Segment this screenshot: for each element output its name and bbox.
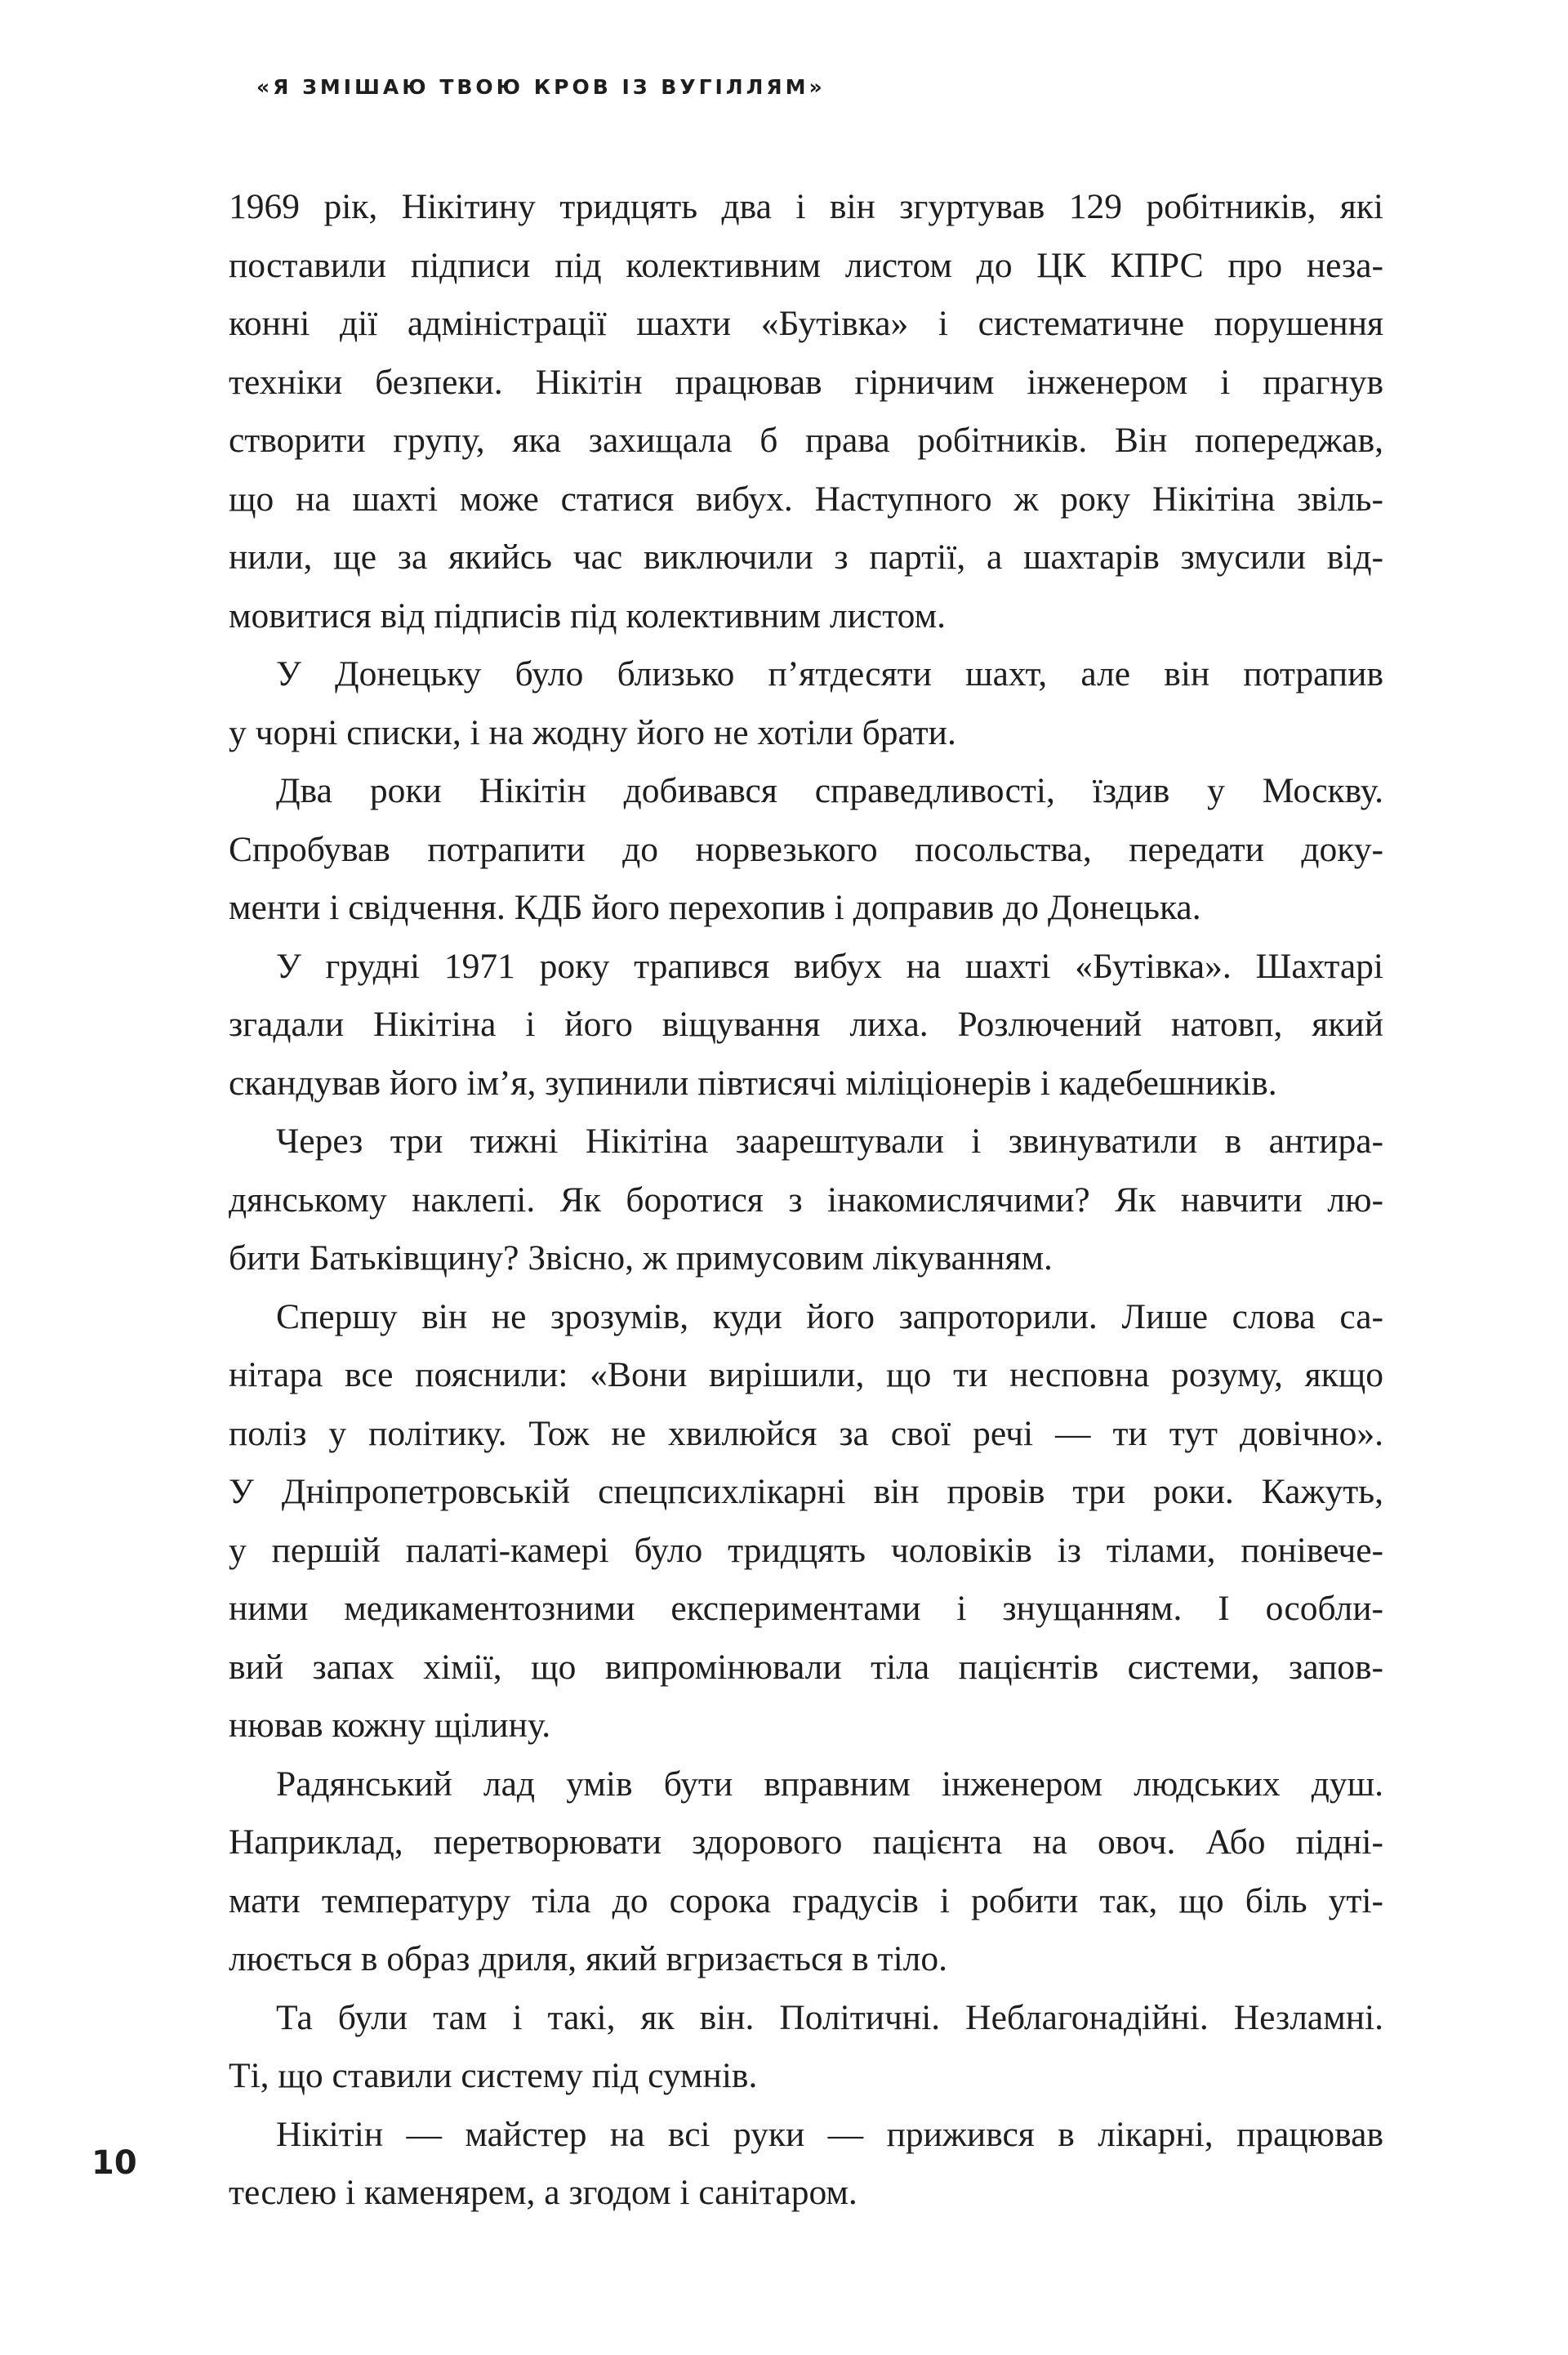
paragraph [229,762,1383,938]
text-line: мовитися від підписів під колективним листом. [229,595,946,636]
text-line: Два роки Нікітін добивався справедливості, їздив у Москву. [276,771,1383,810]
text-line: ними медикаментозними експериментами і знущанням. І особли- [229,1589,1383,1628]
paragraph [229,1113,1383,1288]
paragraph [229,178,1383,645]
page-number: 10 [91,2144,137,2182]
paragraph [229,1288,1383,1755]
text-line: У Дніпропетровській спецпсихлікарні він провів три роки. Кажуть, [229,1472,1383,1511]
text-line: люється в образ дриля, який вгризається в тіло. [229,1939,947,1978]
text-line: у першій палаті-камері було тридцять чоловіків із тілами, понівече- [229,1530,1383,1570]
paragraph [229,938,1383,1113]
text-line: бити Батьківщину? Звісно, ж примусовим лікуванням. [229,1238,1053,1278]
text-line: мати температуру тіла до сорока градусів і робити так, що біль уті- [229,1880,1383,1920]
text-line: Нікітін — майстер на всі руки — прижився в лікарні, працював [276,2114,1383,2154]
text-line: вий запах хімії, що випромінювали тіла пацієнтів системи, запов- [229,1647,1383,1687]
text-line: техніки безпеки. Нікітін працював гірничим інженером і прагнув [229,362,1383,402]
text-line: У грудні 1971 року трапився вибух на шахті «Бутівка». Шахтарі [276,946,1383,986]
paragraph [229,645,1383,762]
text-line: дянському наклепі. Як боротися з інакомислячими? Як навчити лю- [229,1180,1383,1220]
text-line: менти і свідчення. КДБ його перехопив і доправив до Донецька. [229,888,1201,927]
paragraph [229,2106,1383,2223]
text-line: Наприклад, перетворювати здорового пацієнта на овоч. Або підні- [229,1822,1383,1862]
text-line: поставили підписи під колективним листом до ЦК КПРС про неза- [229,245,1383,285]
body-text [229,178,1383,2223]
text-line: Через три тижні Нікітіна заарештували і звинуватили в антира- [276,1122,1383,1161]
text-line: теслею і каменярем, а згодом і санітаром. [229,2173,858,2212]
text-line: У Донецьку було близько п’ятдесяти шахт, але він потрапив [276,654,1383,694]
text-line: Ті, що ставили систему під сумнів. [229,2056,758,2095]
text-line: у чорні списки, і на жодну його не хотіли брати. [229,712,956,752]
text-line: створити групу, яка захищала б права робітників. Він попереджав, [229,421,1383,460]
text-line: нював кожну щілину. [229,1706,551,1745]
paragraph [229,1989,1383,2106]
text-line: нітара все пояснили: «Вони вирішили, що ти несповна розуму, якщо [229,1355,1383,1394]
text-line: скандував його ім’я, зупинили півтисячі міліціонерів і кадебешників. [229,1063,1277,1103]
text-line: конні дії адміністрації шахти «Бутівка» і систематичне порушення [229,304,1383,343]
text-line: Радянський лад умів бути вправним інженером людських душ. [276,1764,1383,1804]
text-line: Спершу він не зрозумів, куди його запроторили. Лише слова са- [276,1296,1383,1336]
text-line: нили, ще за якийсь час виключили з партії, а шахтарів змусили від- [229,537,1383,577]
text-line: що на шахті може статися вибух. Наступного ж року Нікітіна звіль- [229,479,1383,519]
paragraph [229,1755,1383,1989]
running-head: «Я ЗМІШАЮ ТВОЮ КРОВ ІЗ ВУГІЛЛЯМ» [256,75,826,99]
text-line: поліз у політику. Тож не хвилюйся за свої речі — ти тут довічно». [229,1413,1383,1453]
text-line: згадали Нікітіна і його віщування лиха. Розлючений натовп, який [229,1005,1383,1044]
text-line: Спробував потрапити до норвезького посольства, передати доку- [229,829,1383,869]
text-line: Та були там і такі, як він. Політичні. Неблагонадійні. Незламні. [276,1997,1383,2037]
text-line: 1969 рік, Нікітину тридцять два і він згуртував 129 робітників, які [229,187,1383,226]
